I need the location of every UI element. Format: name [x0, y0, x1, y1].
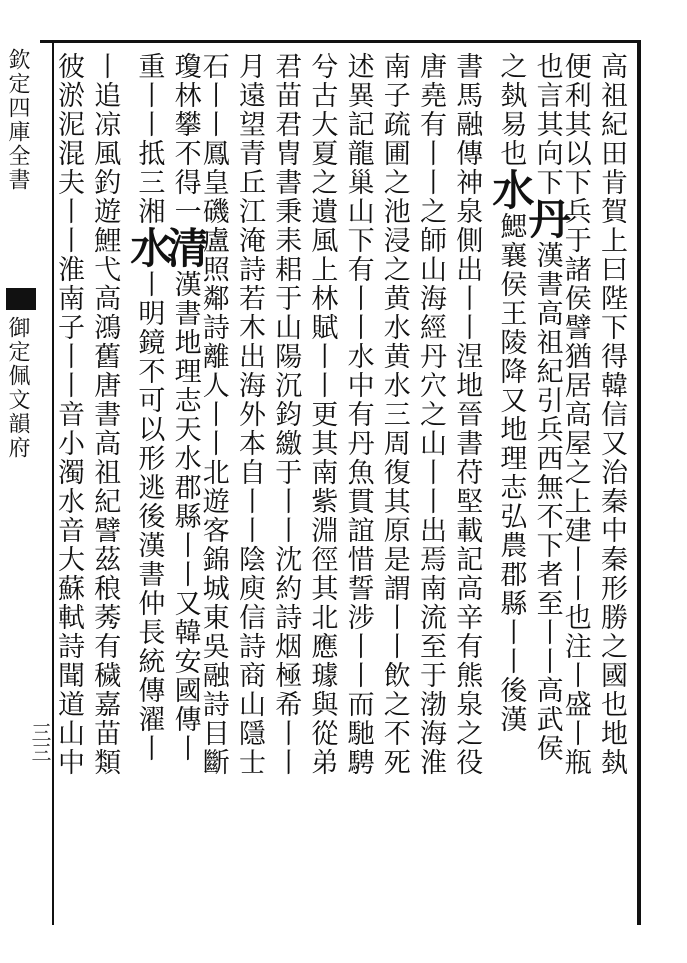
text-segment: 書馬融傳神泉側出丨丨涅地晉書苻堅載記高辛有熊泉之役: [451, 52, 483, 777]
side-title-bottom: 御定佩文韻府: [5, 316, 30, 460]
headword: 丹: [522, 197, 572, 241]
text-segment: 君苗君冑書秉耒耜于山陽沉鈞繳于丨丨沈約詩烟極希丨丨: [270, 52, 302, 777]
right-border-rule: [637, 40, 641, 925]
text-segment: 也言其向下: [531, 52, 563, 197]
text-segment: 便利其以下兵于諸侯譬猶居高屋之上建丨丨也注丨盛丨瓶: [559, 52, 591, 777]
text-segment: 月遠望青丘江淹詩若木出海外本自丨丨陰庾信詩商山隱士: [234, 52, 265, 777]
text-column: [55, 52, 82, 777]
headword: 水: [486, 168, 536, 212]
text-column: [89, 52, 121, 777]
text-segment: 之埶易也: [495, 52, 527, 168]
text-segment: 鰓襄侯王陵降又地理志弘農郡縣丨丨後漢: [495, 212, 527, 734]
fishtail-mark: [6, 288, 36, 310]
text-segment: 瓊林攀不得一: [169, 52, 201, 226]
page-number: 三三: [28, 722, 52, 762]
text-segment: 高祖紀田肯賀上曰陛下得韓信又治秦中秦形勝之國也地埶: [596, 52, 627, 777]
text-segment: 漢書高祖紀引兵西無不下者至丨丨高武侯: [531, 241, 563, 763]
text-column: [378, 52, 410, 777]
text-segment: 丨追凉風釣遊鯉弋高鴻舊唐書高祖紀譬茲稂莠有穢嘉苗類: [89, 52, 121, 777]
text-column: [270, 52, 302, 777]
text-segment: 重丨丨抵三湘: [133, 52, 165, 226]
headword: 水: [124, 226, 174, 270]
text-column: [124, 52, 174, 763]
text-column: [522, 52, 572, 763]
text-column: [598, 52, 625, 777]
text-segment: 彼淤泥混夫丨丨淮南子丨丨音小濁水音大蘇軾詩聞道山中: [53, 52, 84, 777]
text-column: [236, 52, 263, 777]
text-column: [342, 52, 374, 777]
text-column: [451, 52, 483, 777]
text-column: [160, 52, 210, 763]
text-segment: 漢書地理志天水郡縣丨丨又韓安國傳丨: [169, 270, 201, 763]
text-column: [486, 52, 536, 734]
headword: 清: [160, 226, 210, 270]
text-segment: 述異記龍巢山下有丨丨水中有丹魚貫誼惜誓涉丨丨而馳騁: [342, 52, 374, 777]
text-segment: 唐堯有丨丨之師山海經丹穴之山丨丨出焉南流至于渤海淮: [415, 52, 446, 777]
side-title-top: 欽定四庫全書: [5, 48, 30, 192]
text-segment: 兮古大夏之遺風上林賦丨丨更其南紫淵徑其北應璩與從弟: [306, 52, 338, 777]
text-segment: 石丨丨鳳皇磯盧照鄰詩離人丨丨北遊客錦城東吳融詩目斷: [197, 52, 229, 777]
top-border-rule: [40, 40, 640, 43]
text-segment: 丨明鏡不可以形逃後漢書仲長統傳濯丨: [133, 270, 165, 763]
text-column: [417, 52, 444, 777]
text-column: [306, 52, 338, 777]
text-segment: 南子疏圃之池浸之黄水黄水三周復其原是謂丨丨飲之不死: [378, 52, 410, 777]
